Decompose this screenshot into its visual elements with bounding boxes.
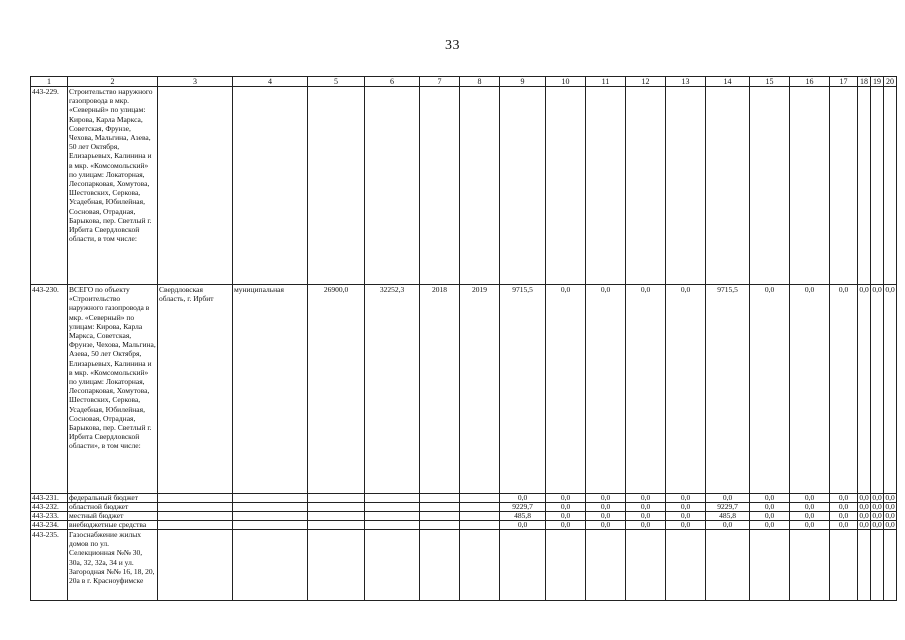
data-cell: 0,0 xyxy=(666,494,706,503)
data-cell: 0,0 xyxy=(859,511,869,520)
row-name-cell: местный бюджет xyxy=(68,512,158,521)
data-cell: 9229,7 xyxy=(706,503,750,512)
data-cell: 0,0 xyxy=(546,512,586,521)
data-cell xyxy=(626,530,666,601)
data-cell xyxy=(365,494,420,503)
data-cell: 0,0 xyxy=(666,512,706,521)
data-cell xyxy=(158,494,233,503)
table-row xyxy=(31,503,897,512)
data-cell xyxy=(830,530,858,601)
header-cell: 16 xyxy=(790,77,830,87)
header-cell: 20 xyxy=(884,77,897,87)
data-cell: 0,0 xyxy=(830,512,858,521)
data-cell xyxy=(706,87,750,285)
data-cell: 0,0 xyxy=(546,503,586,512)
data-cell: 0,0 xyxy=(885,511,895,520)
page-number: 33 xyxy=(445,38,460,53)
row-number-cell: 443-233. xyxy=(31,512,68,521)
data-cell xyxy=(666,530,706,601)
data-cell: 0,0 xyxy=(750,521,790,530)
data-cell: 0,0 xyxy=(706,494,750,503)
header-cell: 8 xyxy=(460,77,500,87)
data-cell: 0,0 xyxy=(750,494,790,503)
data-cell: 9715,5 xyxy=(500,285,546,494)
data-cell xyxy=(158,530,233,601)
data-cell xyxy=(500,87,546,285)
row-name-cell: Строительство наружного газопровода в мкр. «Северный» по улицам: Кирова, Карла Маркса, Советская, Фрунзе, Чехова, Мальгина, Азева, 50 лет Октября, Елизарьевых, Калинина и в мкр. «Комсомольский» по улицам: Локаторная, Лесопарковая, Хомутова, Шестовских, Серкова, Усадебная, Юбилейная, Сосновая, Отрадная, Барыкова, пер. Светлый г. Ирбита Свердловской области, в том числе: xyxy=(68,87,158,285)
data-cell xyxy=(420,521,460,530)
data-cell xyxy=(871,530,884,601)
data-cell: 0,0 xyxy=(750,512,790,521)
table-row xyxy=(31,512,897,521)
data-cell: 0,0 xyxy=(885,502,895,511)
header-cell: 17 xyxy=(830,77,858,87)
data-cell xyxy=(626,87,666,285)
data-cell xyxy=(420,87,460,285)
data-cell xyxy=(233,530,308,601)
header-cell: 15 xyxy=(750,77,790,87)
data-cell xyxy=(158,521,233,530)
data-cell: 0,0 xyxy=(546,521,586,530)
data-cell: 0,0 xyxy=(858,285,871,494)
header-cell: 4 xyxy=(233,77,308,87)
data-cell xyxy=(460,512,500,521)
header-row xyxy=(31,77,897,87)
data-cell xyxy=(460,530,500,601)
data-cell: 0,0 xyxy=(830,521,858,530)
row-number-cell: 443-230. xyxy=(31,285,68,494)
data-cell xyxy=(158,503,233,512)
data-cell: 0,0 xyxy=(859,493,869,502)
header-cell: 11 xyxy=(586,77,626,87)
data-cell xyxy=(308,512,365,521)
data-cell: 485,8 xyxy=(500,512,546,521)
data-cell: 26900,0 xyxy=(308,285,365,494)
data-cell: 0,0 xyxy=(872,502,882,511)
data-cell: 0,0 xyxy=(871,285,884,494)
data-cell: 0,0 xyxy=(859,520,869,529)
header-cell: 3 xyxy=(158,77,233,87)
data-cell: 0,0 xyxy=(666,503,706,512)
data-cell: муниципальная xyxy=(233,285,308,494)
data-cell: 0,0 xyxy=(626,512,666,521)
data-cell: 0,0 xyxy=(830,494,858,503)
header-cell: 13 xyxy=(666,77,706,87)
header-cell: 10 xyxy=(546,77,586,87)
data-cell xyxy=(546,87,586,285)
data-cell xyxy=(460,503,500,512)
row-name-cell: федеральный бюджет xyxy=(68,494,158,503)
data-cell: 0,0 xyxy=(750,503,790,512)
header-cell: 19 xyxy=(871,77,884,87)
data-cell: 0,0 xyxy=(586,512,626,521)
table-row xyxy=(31,521,897,530)
data-cell xyxy=(500,530,546,601)
data-cell: 0,0 xyxy=(546,494,586,503)
row-number-cell: 443-229. xyxy=(31,87,68,285)
data-cell: 2018 xyxy=(420,285,460,494)
row-name-cell: внебюджетные средства xyxy=(68,521,158,530)
row-number-cell: 443-235. xyxy=(31,530,68,601)
data-cell xyxy=(706,530,750,601)
data-cell xyxy=(233,494,308,503)
data-cell: 0,0 xyxy=(790,512,830,521)
data-cell: 0,0 xyxy=(626,494,666,503)
data-cell: 9229,7 xyxy=(500,503,546,512)
data-cell xyxy=(233,87,308,285)
data-cell xyxy=(460,87,500,285)
data-cell: 0,0 xyxy=(790,521,830,530)
data-cell xyxy=(460,521,500,530)
data-cell xyxy=(365,521,420,530)
data-cell xyxy=(830,87,858,285)
data-cell: 0,0 xyxy=(666,285,706,494)
table-row xyxy=(31,285,897,494)
row-name-cell: ВСЕГО по объекту «Строительство наружного газопровода в мкр. «Северный» по улицам: Кирова, Карла Маркса, Советская, Фрунзе, Чехова, Мальгина, Азева, 50 лет Октября, Елизарьевых, Калинина и в мкр. «Комсомольский» по улицам: Локаторная, Лесопарковая, Хомутова, Шестовских, Серкова, Усадебная, Юбилейная, Сосновая, Отрадная, Барыкова, пер. Светлый г. Ирбита Свердловской области», в том числе: xyxy=(68,285,158,494)
data-cell: 0,0 xyxy=(885,493,895,502)
data-cell xyxy=(790,87,830,285)
data-cell xyxy=(308,87,365,285)
data-cell xyxy=(233,521,308,530)
data-cell xyxy=(546,530,586,601)
header-cell: 5 xyxy=(308,77,365,87)
data-cell xyxy=(420,530,460,601)
data-cell: 0,0 xyxy=(626,521,666,530)
data-cell xyxy=(365,87,420,285)
data-cell: 0,0 xyxy=(790,494,830,503)
data-cell: 0,0 xyxy=(500,494,546,503)
data-cell xyxy=(233,503,308,512)
data-cell xyxy=(586,87,626,285)
data-cell: 9715,5 xyxy=(706,285,750,494)
header-cell: 18 xyxy=(858,77,871,87)
data-cell: 2019 xyxy=(460,285,500,494)
data-cell xyxy=(420,512,460,521)
data-cell xyxy=(420,503,460,512)
header-cell: 7 xyxy=(420,77,460,87)
header-cell: 9 xyxy=(500,77,546,87)
data-cell: 0,0 xyxy=(546,285,586,494)
data-cell: 0,0 xyxy=(666,521,706,530)
data-cell xyxy=(884,530,897,601)
data-cell xyxy=(460,494,500,503)
data-cell xyxy=(871,87,884,285)
row-name-cell: Газоснабжение жилых домов по ул. Селекционная №№ 30, 30а, 32, 32а, 34 и ул. Загородная №№ 16, 18, 20, 20а в г. Красноуфимске xyxy=(68,530,158,601)
data-cell: 0,0 xyxy=(626,503,666,512)
data-cell: 0,0 xyxy=(586,521,626,530)
header-cell: 6 xyxy=(365,77,420,87)
data-cell xyxy=(790,530,830,601)
row-name-cell: областной бюджет xyxy=(68,503,158,512)
data-cell xyxy=(666,87,706,285)
data-cell: 0,0 xyxy=(750,285,790,494)
data-cell xyxy=(365,512,420,521)
data-cell: 0,0 xyxy=(859,502,869,511)
budget-table xyxy=(30,76,897,601)
header-cell: 1 xyxy=(31,77,68,87)
data-cell xyxy=(308,521,365,530)
data-cell: 0,0 xyxy=(586,285,626,494)
data-cell: 0,0 xyxy=(872,520,882,529)
data-cell: 485,8 xyxy=(706,512,750,521)
data-cell xyxy=(158,512,233,521)
data-cell: 0,0 xyxy=(626,285,666,494)
table-row xyxy=(31,87,897,285)
table-row xyxy=(31,494,897,503)
data-cell: 0,0 xyxy=(586,494,626,503)
data-cell: 0,0 xyxy=(790,285,830,494)
data-cell: 0,0 xyxy=(884,285,897,494)
data-cell: 0,0 xyxy=(830,285,858,494)
header-cell: 12 xyxy=(626,77,666,87)
data-cell: 0,0 xyxy=(500,521,546,530)
data-cell xyxy=(858,87,871,285)
data-cell xyxy=(420,494,460,503)
data-cell xyxy=(365,530,420,601)
data-cell xyxy=(858,530,871,601)
data-cell xyxy=(750,530,790,601)
data-cell: 0,0 xyxy=(885,520,895,529)
row-number-cell: 443-232. xyxy=(31,503,68,512)
data-cell: Свердловская область, г. Ирбит xyxy=(158,285,233,494)
data-cell: 0,0 xyxy=(872,493,882,502)
data-cell xyxy=(308,503,365,512)
table-row xyxy=(31,530,897,601)
data-cell xyxy=(365,503,420,512)
row-number-cell: 443-234. xyxy=(31,521,68,530)
data-cell xyxy=(586,530,626,601)
data-cell xyxy=(158,87,233,285)
data-cell: 0,0 xyxy=(872,511,882,520)
header-cell: 14 xyxy=(706,77,750,87)
row-number-cell: 443-231. xyxy=(31,494,68,503)
data-cell: 0,0 xyxy=(586,503,626,512)
data-cell xyxy=(308,530,365,601)
data-cell: 0,0 xyxy=(706,521,750,530)
data-cell xyxy=(308,494,365,503)
header-cell: 2 xyxy=(68,77,158,87)
data-cell: 0,0 xyxy=(790,503,830,512)
data-cell xyxy=(233,512,308,521)
data-cell: 0,0 xyxy=(830,503,858,512)
data-cell: 32252,3 xyxy=(365,285,420,494)
data-cell xyxy=(750,87,790,285)
data-cell xyxy=(884,87,897,285)
